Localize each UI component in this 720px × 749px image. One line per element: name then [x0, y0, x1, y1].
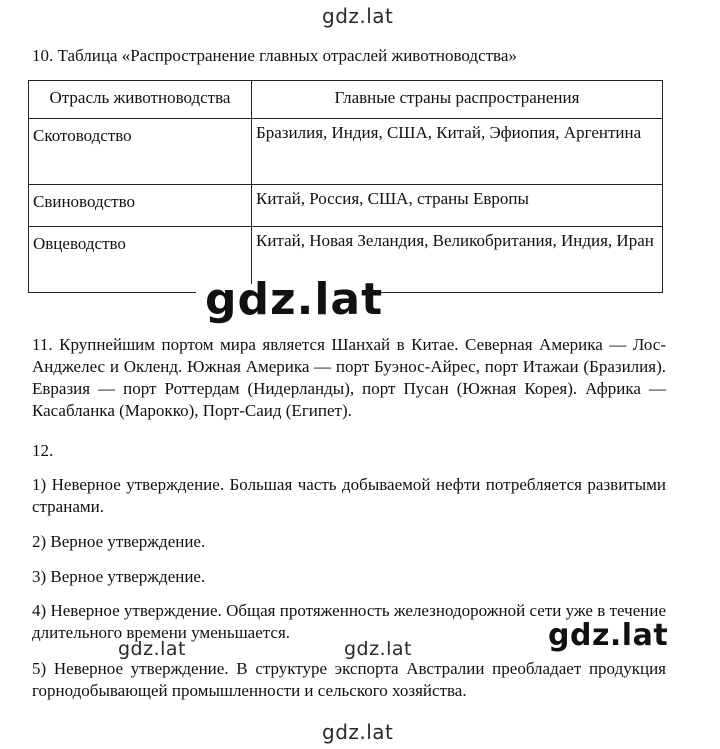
table-cell-countries: Бразилия, Индия, США, Китай, Эфиопия, Аргентина [252, 119, 663, 185]
table-header-row [29, 81, 663, 119]
table-header-countries: Главные страны распространения [252, 81, 663, 119]
section-12-item-2: 2) Верное утверждение. [32, 532, 206, 551]
table-cell-countries: Китай, Новая Зеландия, Великобритания, Индия, Иран [252, 227, 663, 293]
table-cell-branch: Скотоводство [29, 119, 252, 185]
table-header-branch: Отрасль животноводства [29, 81, 252, 119]
table-cell-countries: Китай, Россия, США, страны Европы [252, 185, 663, 227]
watermark-center: gdz.lat [205, 274, 384, 325]
section-12-item-5: 5) Неверное утверждение. В структуре экспорта Австралии преобладает продукция горнодобывающей промышленности и сельского хозяйства. [32, 659, 666, 700]
watermark-mid-small: gdz.lat [344, 638, 413, 660]
watermark-bottom: gdz.lat [322, 720, 394, 744]
table-cell-branch: Свиноводство [29, 185, 252, 227]
watermark-top: gdz.lat [322, 4, 394, 28]
section-12-item-3: 3) Верное утверждение. [32, 567, 206, 586]
watermark-left-small: gdz.lat [118, 638, 187, 660]
table-row [29, 119, 663, 185]
livestock-table [28, 80, 663, 293]
section-12-item-1: 1) Неверное утверждение. Большая часть добываемой нефти потребляется развитыми странами. [32, 475, 666, 516]
section-10-title: 10. Таблица «Распространение главных отраслей животноводства» [32, 46, 517, 65]
section-11-text: 11. Крупнейшим портом мира является Шанхай в Китае. Северная Америка — Лос-Анджелес и Окленд. Южная Америка — порт Буэнос-Айрес, порт Итажаи (Бразилия). Евразия — порт Роттердам (Нидерланды), порт Пусан (Южная Корея). Африка — Касабланка (Марокко), Порт-Саид (Египет). [32, 335, 666, 420]
watermark-right: gdz.lat [548, 618, 669, 653]
table-cell-branch: Овцеводство [29, 227, 252, 293]
section-12-item-4: 4) Неверное утверждение. Общая протяженность железнодорожной сети уже в течение длительного времени уменьшается. [32, 601, 666, 642]
table-row [29, 185, 663, 227]
section-12-number: 12. [32, 441, 54, 460]
